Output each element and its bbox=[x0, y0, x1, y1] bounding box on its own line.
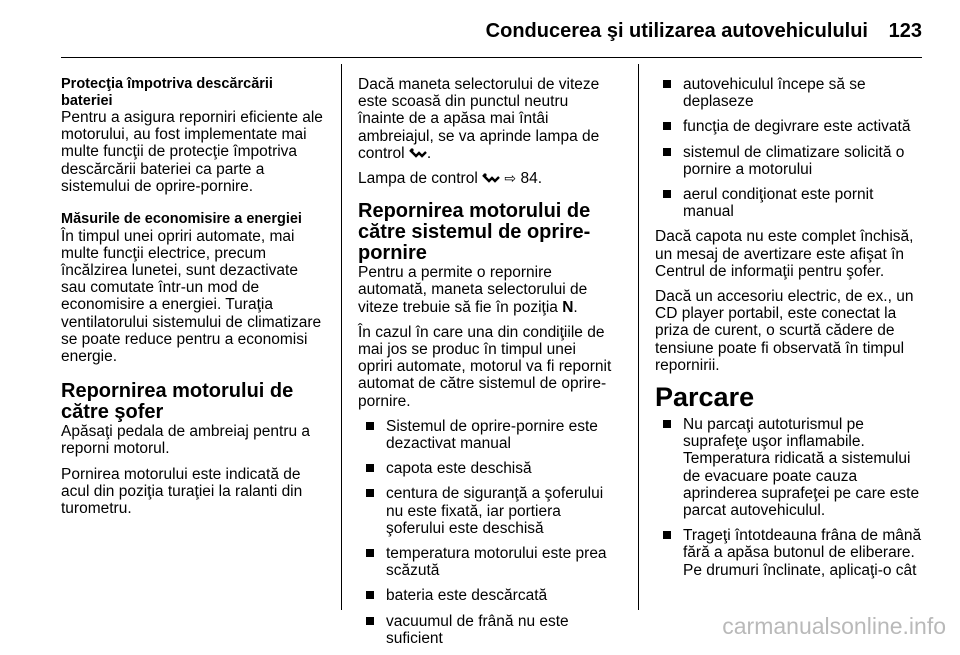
page-reference[interactable]: 84. bbox=[520, 170, 543, 188]
page-reference-arrow-icon: ⇨ bbox=[504, 170, 517, 187]
list-item: capota este deschisă bbox=[358, 460, 612, 477]
paragraph-text: Dacă maneta selectorului de viteze este scoasă din punctul neutru înainte de a apăsa mai întâi ambreiajul, se va aprinde lampa de control bbox=[358, 76, 600, 162]
restart-conditions-list bbox=[358, 418, 612, 647]
heading-system-restart: Repornirea motorului de către sistemul de oprire-pornire bbox=[358, 200, 591, 265]
parking-list bbox=[655, 416, 923, 579]
column-divider-1 bbox=[341, 64, 342, 610]
watermark: carmanualsonline.info bbox=[722, 613, 946, 639]
paragraph: Apăsaţi pedala de ambreiaj pentru a reporni motorul. bbox=[61, 423, 311, 458]
list-item: autovehiculul începe să se deplaseze bbox=[655, 76, 923, 110]
paragraph: Pentru a permite o repornire automată, maneta selectorului de viteze trebuie să fie în poziţia N. bbox=[358, 264, 588, 316]
column-right bbox=[655, 76, 923, 587]
paragraph: Dacă capota nu este complet închisă, un mesaj de avertizare este afişat în Centrul de informaţii pentru şofer. bbox=[655, 228, 914, 280]
paragraph: Pornirea motorului este indicată de acul din poziţia turaţiei la ralanti din turometru. bbox=[61, 465, 303, 517]
paragraph: În cazul în care una din condiţiile de mai jos se produc în timpul unei opriri automate, motorul va fi repornit automat de către sistemul de oprire-pornire. bbox=[358, 323, 612, 410]
list-item: funcţia de degivrare este activată bbox=[655, 118, 923, 135]
page-title: Conducerea şi utilizarea autovehiculului bbox=[485, 20, 868, 42]
stop-start-lamp-icon bbox=[409, 147, 427, 159]
paragraph: Pentru a asigura reporniri eficiente ale motorului, au fost implementate mai multe funcţii de protecţie împotriva descărcării bateriei ca parte a sistemului de oprire-pornire. bbox=[61, 109, 323, 195]
paragraph: Dacă un accesoriu electric, de ex., un CD player portabil, este conectat la priza de curent, o scurtă cădere de tensiune poate fi observată în timpul repornirii. bbox=[655, 288, 914, 374]
paragraph bbox=[358, 170, 612, 187]
list-item: Nu parcaţi autoturismul pe suprafeţe uşor inflamabile. Temperatura ridicată a sistemului de evacuare poate cauza aprinderea suprafeţei pe care este parcat autovehiculul. bbox=[655, 416, 923, 519]
list-item: sistemul de climatizare solicită o pornire a motorului bbox=[655, 144, 923, 178]
page-number: 123 bbox=[888, 20, 922, 42]
list-item: temperatura motorului este prea scăzută bbox=[358, 545, 612, 579]
stop-start-lamp-icon bbox=[482, 172, 500, 184]
list-item: Trageţi întotdeauna frâna de mână fără a apăsa butonul de eliberare. Pe drumuri înclinate, aplicaţi-o cât bbox=[655, 527, 923, 579]
list-item: bateria este descărcată bbox=[358, 587, 612, 604]
column-divider-2 bbox=[638, 64, 639, 610]
heading-driver-restart: Repornirea motorului de către şofer bbox=[61, 380, 294, 424]
paragraph-text: Lampa de control bbox=[358, 170, 478, 188]
heading-energy-saving: Măsurile de economisire a energiei bbox=[61, 211, 302, 228]
restart-conditions-list-continued bbox=[655, 76, 923, 220]
column-left bbox=[61, 76, 326, 525]
list-item: vacuumul de frână nu este suficient bbox=[358, 613, 612, 647]
list-item: Sistemul de oprire-pornire este dezactivat manual bbox=[358, 418, 612, 452]
gear-position-label: N bbox=[562, 298, 574, 316]
column-middle bbox=[358, 76, 612, 655]
paragraph: În timpul unei opriri automate, mai multe funcţii electrice, precum încălzirea lunetei, sunt dezactivate sau comutate într-un mod de economisire a energiei. Turaţia ventilatorului sistemului de climatizare se poate reduce pentru a economisi energie. bbox=[61, 227, 322, 365]
list-item: centura de siguranţă a şoferului nu este fixată, iar portiera şoferului este deschisă bbox=[358, 485, 612, 537]
page-header bbox=[0, 0, 960, 58]
heading-battery-protection: Protecţia împotriva descărcării bateriei bbox=[61, 76, 273, 109]
list-item: aerul condiţionat este pornit manual bbox=[655, 186, 923, 220]
paragraph: Dacă maneta selectorului de viteze este scoasă din punctul neutru înainte de a apăsa mai întâi ambreiajul, se va aprinde lampa de control . bbox=[358, 76, 600, 162]
paragraph-text: Pentru a permite o repornire automată, maneta selectorului de viteze trebuie să fie în poziţia bbox=[358, 264, 588, 316]
header-divider bbox=[61, 57, 922, 58]
heading-parking: Parcare bbox=[655, 382, 755, 413]
